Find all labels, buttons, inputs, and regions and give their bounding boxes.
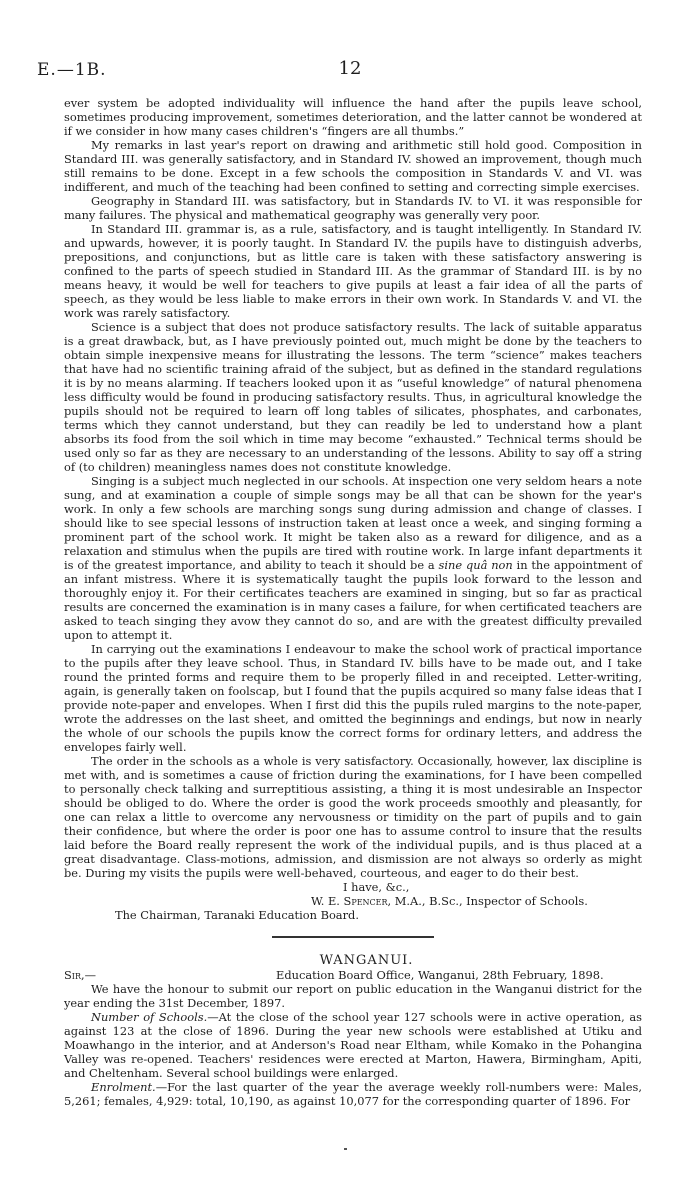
addressee: The Chairman, Taranaki Education Board. [115,908,359,922]
paragraph-intro: We have the honour to submit our report on public education in the Wanganui district for the year ending the 31st December, 1897. [64,982,642,1010]
print-speck [344,1148,347,1150]
signature-line [64,894,642,908]
paragraph-handwriting: ever system be adopted individuality will influence the hand after the pupils leave school, sometimes producing improvement, sometimes deterioration, and the latter cannot be wondered at if we consider in how many cases children's “fingers are all thumbs.” [64,96,642,138]
paragraph-enrolment [64,1080,642,1108]
heading-number-of-schools: Number of Schools. [91,1010,208,1024]
singing-text-before: Singing is a subject much neglected in our schools. At inspection one very seldom hears a note sung, and at examination a couple of simple songs may be all that can be shown for the year's work. In only a few schools are marching songs sung during admission and change of classes. I should like to see special lessons of instruction taken at least once a week, and singing forming a prominent part of the school work. It might be taken also as a reward for diligence, and as a relaxation and stimulus when the pupils are tired with routine work. In large infant departments it is of the greatest importance, and ability to teach it should be a [64,474,642,572]
paragraph-singing [64,474,642,642]
enrolment-text: —For the last quarter of the year the average weekly roll-numbers were: Males, 5,261; females, 4,929: total, 10,190, as against 10,077 for the corresponding quarter of 1896. For [64,1080,642,1108]
salutation-sir: Sir,— [64,968,96,982]
salutation: I have, &c., [343,880,410,894]
number-of-schools-text: —At the close of the school year 127 schools were in active operation, as against 123 at the close of 1896. During the year new schools were established at Utiku and Moawhango in the interior, and at Anderson's Road near Eltham, while Komako in the Pohangina Valley was re-opened. Teachers' residences were erected at Marton, Hawera, Birmingham, Apiti, and Cheltenham. Several school buildings were enlarged. [64,1010,642,1080]
report-code: E.—1B. [37,60,107,80]
section-divider [272,936,434,938]
singing-text-after: in the appointment of an infant mistress. Where it is systematically taught the pupils look forward to the lesson and thoroughly enjoy it. For their certificates teachers are examined in singing, but so far as practical results are concerned the examination is in many cases a failure, for when certificated teachers are asked to teach singing they avow they cannot do so, and are with the greatest difficulty prevailed upon to attempt it. [64,558,642,642]
signatory-title: , M.A., B.Sc., Inspector of Schools. [387,894,588,908]
office-date-line: Education Board Office, Wanganui, 28th February, 1898. [276,968,604,982]
heading-enrolment: Enrolment. [91,1080,156,1094]
section-title-wanganui: WANGANUI. [319,953,414,968]
paragraph-practical-work: In carrying out the examinations I endeavour to make the school work of practical importance to the pupils after they leave school. Thus, in Standard IV. bills have to be made out, and I take round the printed forms and require them to be properly filled in and receipted. Letter-writing, again, is generally taken on foolscap, but I found that the pupils acquired so many false ideas that I provide note-paper and envelopes. When I first did this the pupils ruled margins to the note-paper, wrote the addresses on the last sheet, and omitted the beginnings and endings, but now in nearly the whole of our schools the pupils know the correct forms for ordinary letters, and address the envelopes fairly well. [64,642,642,754]
signatory-name: W. E. Spencer [311,894,388,908]
report-body [64,96,642,1108]
letter-heading-line [64,968,642,982]
paragraph-drawing-composition: My remarks in last year's report on drawing and arithmetic still hold good. Composition in Standard III. was generally satisfactory, and in Standard IV. showed an improvement, though much still remains to be done. Except in a few schools the composition in Standards V. and VI. was indifferent, and much of the teaching had been confined to setting and correcting simple exercises. [64,138,642,194]
paragraph-order: The order in the schools as a whole is very satisfactory. Occasionally, however, lax discipline is met with, and is sometimes a cause of friction during the examinations, for I have been compelled to personally check talking and surreptitious assisting, a thing it is most undesirable an Inspector should be obliged to do. Where the order is good the work proceeds smoothly and pleasantly, for one can relax a little to overcome any nervousness or timidity on the part of pupils and to gain their confidence, but where the order is poor one has to assume control to insure that the results laid before the Board really represent the work of the individual pupils, and is thus placed at a great disadvantage. Class-motions, admission, and dismission are not always so orderly as might be. During my visits the pupils were well-behaved, courteous, and eager to do their best. [64,754,642,880]
paragraph-number-of-schools [64,1010,642,1080]
paragraph-grammar: In Standard III. grammar is, as a rule, satisfactory, and is taught intelligently. In Standard IV. and upwards, however, it is poorly taught. In Standard IV. the pupils have to distinguish adverbs, prepositions, and conjunctions, but as little care is taken with these satisfactory answering is confined to the parts of speech studied in Standard III. As the grammar of Standard III. is by no means heavy, it would be well for teachers to give pupils at least a fair idea of all the parts of speech, as they would be less liable to make errors in their own work. In Standards V. and VI. the work was rarely satisfactory. [64,222,642,320]
paragraph-geography: Geography in Standard III. was satisfactory, but in Standards IV. to VI. it was responsible for many failures. The physical and mathematical geography was generally very poor. [64,194,642,222]
paragraph-science: Science is a subject that does not produce satisfactory results. The lack of suitable apparatus is a great drawback, but, as I have previously pointed out, much might be done by the teachers to obtain simple inexpensive means for illustrating the lessons. The term “science” makes teachers that have had no scientific training afraid of the subject, but as defined in the standard regulations it is by no means alarming. If teachers looked upon it as “useful knowledge” of natural phenomena less difficulty would be found in producing satisfactory results. Thus, in agricultural knowledge the pupils should not be required to learn off long tables of silicates, phosphates, and carbonates, terms which they cannot understand, but they can readily be led to understand how a plant absorbs its food from the soil which in time may become “exhausted.” Technical terms should be used only so far as they are necessary to an understanding of the lessons. Ability to say off a string of (to children) meaningless names does not constitute knowledge. [64,320,642,474]
page-number: 12 [338,58,362,79]
singing-italic-phrase: sine quâ non [438,558,513,572]
